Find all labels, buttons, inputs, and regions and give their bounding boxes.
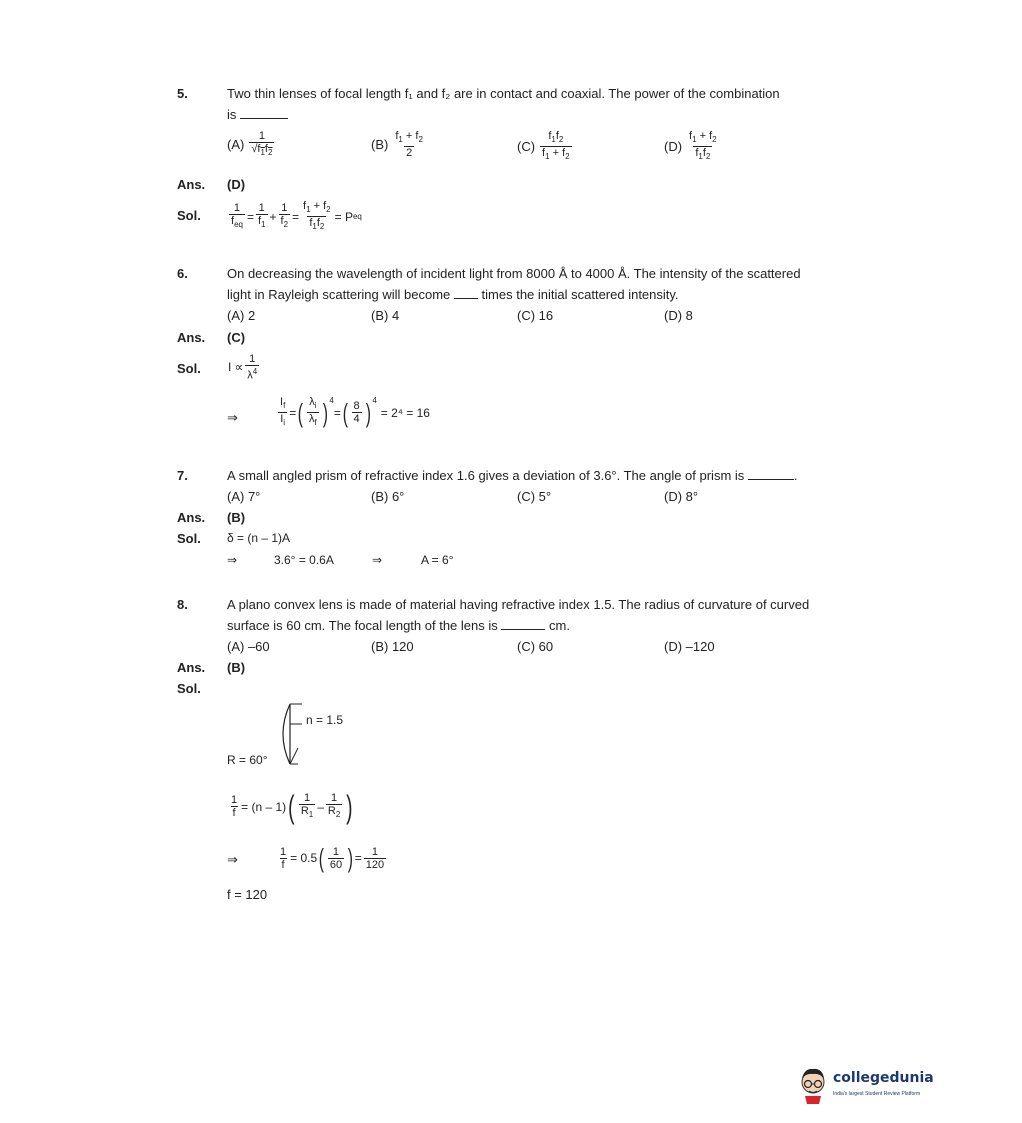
q8-answer: (B) [227, 660, 246, 675]
q7-option-d: (D) 8° [664, 489, 699, 504]
q6-question-line2: light in Rayleigh scattering will become times the initial scattered intensity. [227, 287, 679, 302]
q6-option-c: (C) 16 [517, 308, 554, 323]
q8-substitution-equation: $\frac{1}{f}$ = 0.5 ( $\frac{1}{60}$ ) = $\frac{1}{120}$ [280, 843, 385, 873]
q6-implies-arrow: ⇒ [227, 410, 238, 425]
q6-option-a: (A) 2 [227, 308, 256, 323]
q8-question-line2: surface is 60 cm. The focal length of the lens is cm. [227, 618, 570, 633]
q5-question-line2: is [227, 104, 288, 125]
lens-refractive-index-label: n = 1.5 [306, 713, 344, 727]
student-mascot-icon [797, 1064, 829, 1104]
lens-curved-surface [283, 704, 290, 764]
plano-convex-lens-diagram [270, 700, 310, 770]
q7-implies-arrow-1: ⇒ [227, 553, 238, 567]
q7-solution-line2b: A = 6° [421, 553, 454, 567]
q5-number: 5. [177, 86, 188, 101]
q6-ans-label: Ans. [177, 330, 206, 345]
lens-radius-pointer [290, 748, 298, 764]
q6-solution-ratio: $\frac{I_f}{I_i}$ = ( $\frac{\lambda_i}{\lambda_f}$ ) $^4$ = ( $\frac{8}{4}$ ) $^4$ = 2⁴ = 16 [280, 396, 430, 428]
q5-option-b: (B) $\frac{f_1 + f_2}{2}$ [371, 130, 423, 160]
q7-number: 7. [177, 468, 188, 483]
q5-option-a: (A) $\frac{1}{√f_1f_2}$ [227, 130, 273, 158]
q5-question-line1: Two thin lenses of focal length f₁ and f₂ are in contact and coaxial. The power of the combination [227, 86, 780, 101]
q6-question-line1: On decreasing the wavelength of incident light from 8000 Å to 4000 Å. The intensity of the scattered [227, 266, 801, 281]
q6-solution-proportional: I ∝ $\frac{1}{\lambda^4}$ [228, 353, 258, 382]
q5-solution-equation: $\frac{1}{f_{eq}}$ = $\frac{1}{f_1}$ + $\frac{1}{f_2}$ = $\frac{f_1 + f_2}{f_1f_2}$ = P eq [231, 200, 362, 232]
q5-option-d: (D) $\frac{f_1 + f_2}{f_1f_2}$ [664, 130, 717, 162]
q7-answer: (B) [227, 510, 246, 525]
q6-option-b: (B) 4 [371, 308, 400, 323]
q8-implies-arrow: ⇒ [227, 852, 238, 867]
q6-number: 6. [177, 266, 188, 281]
q7-sol-label: Sol. [177, 531, 201, 546]
q8-ans-label: Ans. [177, 660, 206, 675]
q6-option-d: (D) 8 [664, 308, 693, 323]
lens-radius-label: R = 60° [227, 753, 268, 767]
logo-tagline: India's largest Student Review Platform [833, 1091, 921, 1097]
q5-option-c: (C) $\frac{f_1f_2}{f_1 + f_2}$ [517, 130, 570, 162]
logo-brand-text: collegedunia [833, 1070, 934, 1086]
q7-ans-label: Ans. [177, 510, 206, 525]
q7-solution-line2a: 3.6° = 0.6A [274, 553, 334, 567]
q8-number: 8. [177, 597, 188, 612]
q6-answer: (C) [227, 330, 246, 345]
q8-sol-label: Sol. [177, 681, 201, 696]
q5-sol-label: Sol. [177, 208, 201, 223]
q8-question-line1: A plano convex lens is made of material having refractive index 1.5. The radius of curvature of curved [227, 597, 810, 612]
q8-option-c: (C) 60 [517, 639, 554, 654]
q8-option-d: (D) –120 [664, 639, 715, 654]
q7-option-a: (A) 7° [227, 489, 261, 504]
q7-option-b: (B) 6° [371, 489, 405, 504]
q8-option-b: (B) 120 [371, 639, 414, 654]
q8-option-a: (A) –60 [227, 639, 270, 654]
q8-final-answer: f = 120 [227, 887, 268, 902]
q7-option-c: (C) 5° [517, 489, 552, 504]
q7-question-line1: A small angled prism of refractive index 1.6 gives a deviation of 3.6°. The angle of prism is . [227, 468, 798, 483]
collegedunia-logo [797, 1064, 937, 1108]
q8-lensmaker-equation: $\frac{1}{f}$ = (n – 1) ( $\frac{1}{R_1}$ – $\frac{1}{R_2}$ ) [231, 788, 353, 825]
q5-answer: (D) [227, 177, 246, 192]
q6-sol-label: Sol. [177, 361, 201, 376]
q7-implies-arrow-2: ⇒ [372, 553, 383, 567]
q6-solution-result: = 2⁴ = 16 [380, 405, 430, 420]
q5-ans-label: Ans. [177, 177, 206, 192]
q7-solution-line1: δ = (n – 1)A [227, 531, 291, 545]
